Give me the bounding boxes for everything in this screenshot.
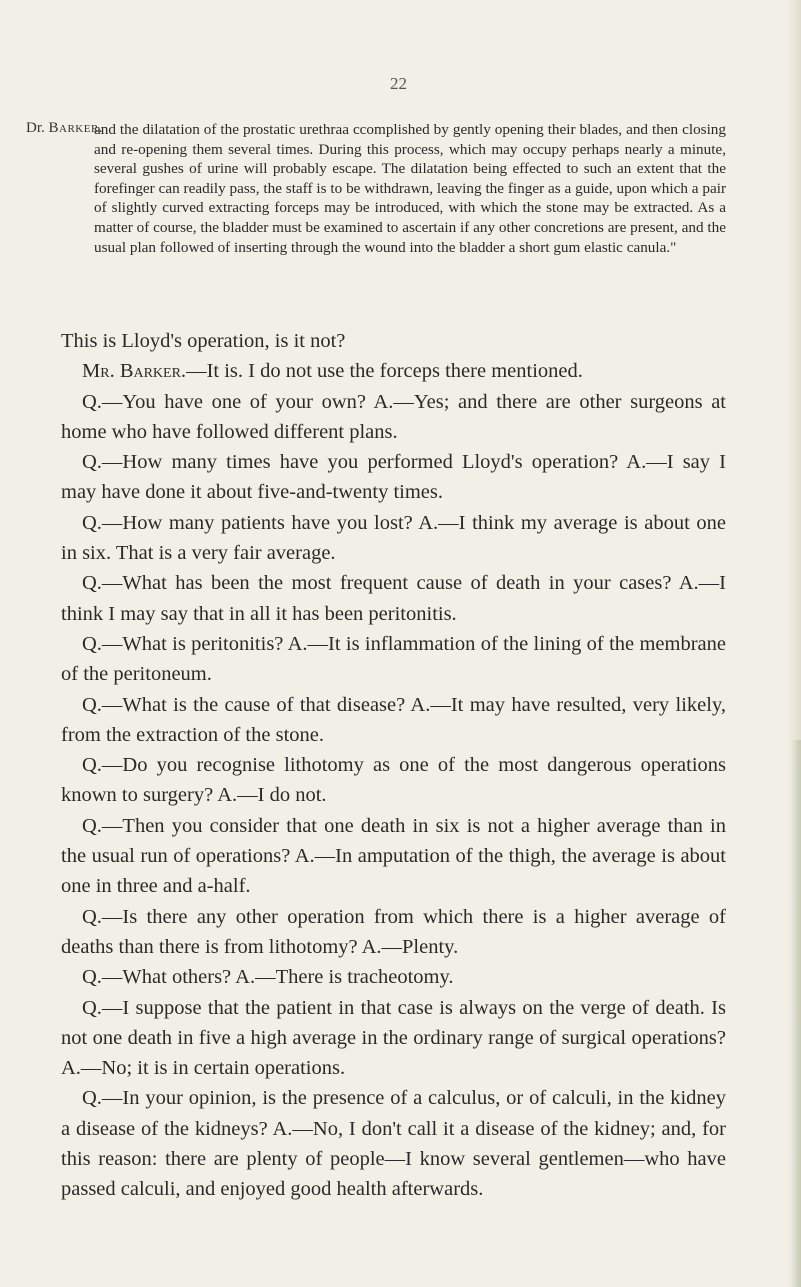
speaker-side-label: [26, 120, 103, 137]
dialogue-paragraph: Q.—In your opinion, is the presence of a calculus, or of calculi, in the kidney a disease of the kidneys? A.—No, I don't call it a disease of the kidney; and, for this reason: there are plenty of people—I know several gentlemen—who have passed calculi, and enjoyed good health afterwards.: [61, 1087, 726, 1201]
dialogue-paragraph: Q.—Then you consider that one death in six is not a higher average than in the usual run of operations? A.—In amputation of the thigh, the average is about one in three and a-half.: [61, 814, 726, 898]
dialogue-paragraph: [61, 356, 726, 386]
quoted-passage: [94, 120, 726, 257]
dialogue-paragraph: This is Lloyd's operation, is it not?: [61, 330, 346, 352]
dialogue-paragraph: Q.—What is peritonitis? A.—It is inflammation of the lining of the membrane of the peritoneum.: [61, 632, 726, 686]
page-edge-stain: [791, 740, 801, 1287]
dialogue-paragraph: Q.—Do you recognise lithotomy as one of the most dangerous operations known to surgery? A.—I do not.: [61, 754, 726, 807]
speaker-title: Dr.: [26, 120, 45, 136]
page-number: 22: [390, 74, 407, 93]
speaker-label: Mr. Barker.: [82, 360, 187, 383]
speaker-name: Barker.: [48, 120, 104, 136]
dialogue-paragraph: Q.—What has been the most frequent cause of death in your cases? A.—I think I may say that in all it has been peritonitis.: [61, 572, 726, 625]
quote-text: and the dilatation of the prostatic urethraa ccomplished by gently opening their blades, and then closing and re-opening them several times. During this process, which may occupy perhaps nearly a minute, several gushes of urine will probably escape. The dilatation being effected to such an extent that the forefinger can readily pass, the staff is to be withdrawn, leaving the finger as a guide, upon which a pair of slightly curved extracting forceps may be introduced, with which the stone may be extracted. As a matter of course, the bladder must be examined to ascertain if any other concretions are present, and the usual plan followed of inserting through the wound into the bladder a short gum elastic canula.": [94, 121, 726, 256]
dialogue-paragraph: Q.—I suppose that the patient in that case is always on the verge of death. Is not one death in five a high average in the ordinary range of surgical operations? A.—No; it is in certain operations.: [61, 996, 726, 1080]
dialogue-paragraph: Q.—What is the cause of that disease? A.—It may have resulted, very likely, from the extraction of the stone.: [61, 693, 726, 746]
dialogue-paragraph: Q.—What others? A.—There is tracheotomy.: [82, 966, 454, 989]
dialogue-paragraph: Q.—How many times have you performed Lloyd's operation? A.—I say I may have done it about five-and-twenty times.: [61, 451, 726, 504]
speaker-response: —It is. I do not use the forceps there mentioned.: [186, 360, 583, 383]
dialogue-paragraph: Q.—Is there any other operation from which there is a higher average of deaths than there is from lithotomy? A.—Plenty.: [61, 905, 726, 958]
dialogue-body: [61, 326, 726, 1205]
dialogue-paragraph: Q.—How many patients have you lost? A.—I think my average is about one in six. That is a very fair average.: [61, 511, 726, 565]
dialogue-paragraph: Q.—You have one of your own? A.—Yes; and there are other surgeons at home who have followed different plans.: [61, 390, 726, 443]
